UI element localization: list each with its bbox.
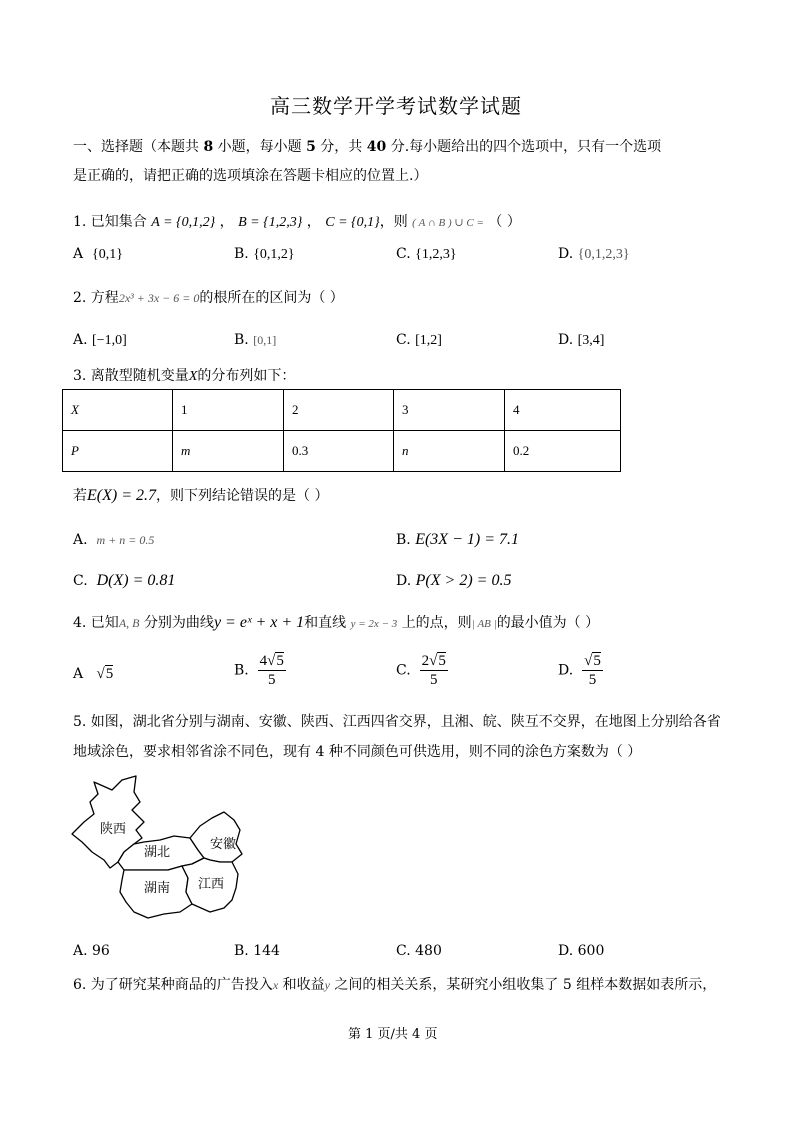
curve-equation: y = eˣ + x + 1 (213, 614, 305, 631)
option-label: A (73, 246, 84, 262)
denominator: 5 (429, 672, 438, 688)
stem-text: 的最小值为（ ） (496, 615, 600, 631)
stem-text: 2. 方程 (73, 290, 119, 306)
question-3-option-d (396, 571, 511, 591)
option-label: B. (396, 532, 411, 548)
question-1-stem (73, 212, 521, 233)
option-text: 480 (415, 943, 442, 959)
stem-text: 1. 已知集合 (73, 214, 147, 230)
table-row (63, 431, 621, 472)
stem-text: 的分布列如下： (197, 368, 296, 384)
sample-count: 5 (562, 977, 572, 993)
map-label-hunan: 湖南 (144, 881, 171, 896)
section-text: 分.每小题给出的四个选项中，只有一个选项 (386, 139, 662, 155)
stem-text: 6. 为了研究某种商品的广告投入 (73, 977, 273, 993)
fraction (420, 652, 448, 689)
table-cell: 2 (284, 390, 394, 431)
table-cell: 0.2 (505, 431, 621, 472)
option-text: {0,1} (92, 247, 123, 262)
table-cell: n (394, 431, 505, 472)
option-label: A. (73, 532, 88, 548)
separator: ， (219, 214, 234, 230)
stem-text: ，则下列结论错误的是（ ） (156, 488, 329, 504)
question-5-stem-line2 (73, 742, 641, 762)
section-text: 小题，每小题 (213, 139, 307, 155)
question-4-option-b (234, 652, 286, 689)
option-label: B. (234, 332, 249, 348)
stem-text: 组样本数据如表所示， (571, 977, 717, 993)
stem-text: 之间的相关关系，某研究小组收集了 (334, 977, 563, 993)
fraction (582, 652, 603, 689)
option-label: C. (396, 246, 411, 262)
option-text: [−1,0] (92, 333, 127, 348)
stem-text: 和直线 (304, 615, 347, 631)
question-3-option-b (396, 530, 519, 550)
question-4-option-a (73, 664, 113, 684)
stem-text: 分别为曲线 (143, 615, 214, 631)
stem-text: 的根所在的区间为（ ） (199, 290, 344, 306)
option-label: A. (73, 943, 88, 959)
set-expression: ( A ∩ B ) ∪ C = (412, 217, 484, 229)
question-5-option-b (234, 941, 280, 961)
points-per-question: 5 (306, 139, 316, 155)
stem-text: ，则 (379, 214, 408, 230)
section-text: 一、选择题（本题共 (73, 139, 204, 155)
option-label: C. (396, 943, 411, 959)
separator: ， (306, 214, 321, 230)
variable-x: x (272, 978, 279, 992)
map-label-hubei: 湖北 (144, 845, 171, 860)
option-text: [1,2] (415, 333, 442, 348)
option-text: 96 (92, 943, 110, 959)
table-cell: P (63, 431, 173, 472)
color-count: 4 (315, 744, 325, 760)
question-1-option-d (558, 244, 630, 265)
section-header-line1 (73, 137, 661, 157)
option-label: A (73, 666, 84, 682)
option-text: P(X > 2) = 0.5 (415, 572, 512, 589)
option-label: C. (396, 662, 411, 679)
option-text: E(3X − 1) = 7.1 (415, 531, 519, 548)
question-2-option-a (73, 330, 127, 351)
stem-text: 和收益 (282, 977, 325, 993)
question-count: 8 (203, 139, 214, 155)
option-text: {1,2,3} (415, 247, 457, 262)
numerator: 2√5 (421, 653, 446, 669)
option-label: B. (234, 943, 249, 959)
question-2-stem (73, 288, 344, 308)
table-cell: 0.3 (284, 431, 394, 472)
section-text: 分，共 (315, 139, 367, 155)
question-6-stem (73, 975, 716, 995)
stem-text: 种不同颜色可供选用，则不同的涂色方案数为（ ） (324, 744, 642, 760)
coefficient: 4 (259, 653, 268, 669)
question-1-option-c (396, 244, 457, 265)
set-a: A = {0,1,2} (151, 215, 216, 230)
question-2-option-d (558, 330, 604, 351)
question-1-option-a (73, 244, 123, 265)
option-text: [3,4] (577, 333, 605, 348)
option-label: D. (558, 662, 574, 679)
map-label-anhui: 安徽 (210, 837, 237, 852)
page-footer: 第 1 页/共 4 页 (348, 1027, 438, 1042)
option-label: B. (234, 246, 249, 262)
radicand: 5 (105, 666, 114, 682)
stem-text: 3. 离散型随机变量 (73, 368, 189, 384)
question-5-option-c (396, 941, 442, 961)
denominator: 5 (268, 672, 276, 688)
question-5-stem-line1: 5. 如图，湖北省分别与湖南、安徽、陕西、江西四省交界，且湘、皖、陕互不交界，在地图上分别给各省 (73, 714, 721, 730)
option-label: A. (73, 332, 88, 348)
question-3-option-a (73, 530, 154, 550)
question-3-option-c (73, 571, 175, 591)
question-1-option-b (234, 244, 295, 265)
answer-blank: （ ） (488, 214, 521, 230)
coefficient: 2 (421, 653, 430, 669)
option-text: m + n = 0.5 (96, 533, 155, 547)
option-text: 144 (253, 943, 280, 959)
question-2-option-c (396, 330, 442, 351)
stem-text: 上的点，则 (401, 615, 472, 631)
table-row (63, 390, 621, 431)
denominator: 5 (588, 672, 597, 688)
option-label: D. (558, 943, 574, 959)
option-label: C. (396, 332, 411, 348)
question-5-option-a (73, 941, 110, 961)
option-text: {0,1,2,3} (577, 247, 630, 262)
stem-text: 若 (73, 488, 87, 504)
random-variable: X (188, 369, 198, 384)
question-4-stem (73, 613, 599, 634)
province-map (64, 772, 254, 924)
option-label: B. (234, 662, 249, 679)
question-2-option-b (234, 330, 276, 350)
set-b: B = {1,2,3} (238, 215, 303, 230)
option-label: D. (558, 246, 574, 262)
total-points: 40 (366, 139, 387, 155)
question-5-option-d (558, 941, 604, 961)
expectation-condition: E(X) = 2.7 (87, 487, 156, 504)
question-4-option-c (396, 652, 448, 689)
question-3-condition (73, 486, 328, 506)
table-cell: m (173, 431, 284, 472)
radicand: 5 (276, 653, 284, 669)
stem-text: 4. 已知 (73, 615, 119, 631)
option-label: D. (558, 332, 574, 348)
table-cell: 1 (173, 390, 284, 431)
table-cell: X (63, 390, 173, 431)
radicand: 5 (438, 653, 446, 669)
stem-text: 地域涂色，要求相邻省涂不同色，现有 (73, 744, 316, 760)
fraction (258, 652, 286, 689)
option-label: D. (396, 573, 412, 589)
table-cell: 4 (505, 390, 621, 431)
option-label: C. (73, 573, 88, 589)
option-text: {0,1,2} (253, 247, 295, 262)
question-3-stem (73, 366, 295, 387)
distance-expression: | AB | (471, 618, 497, 630)
equation: 2x³ + 3x − 6 = 0 (118, 291, 200, 305)
numerator: 4√5 (259, 653, 284, 669)
option-text: 600 (577, 943, 605, 959)
page-title: 高三数学开学考试数学试题 (270, 94, 522, 118)
radicand: 5 (593, 653, 601, 669)
table-cell: 3 (394, 390, 505, 431)
option-text: [0,1] (253, 333, 277, 347)
map-label-shaanxi: 陕西 (100, 822, 127, 837)
points-ab: A, B (118, 616, 140, 630)
option-text: D(X) = 0.81 (96, 572, 176, 589)
section-header-line2: 是正确的，请把正确的选项填涂在答题卡相应的位置上.） (73, 168, 428, 184)
question-4-option-d (558, 652, 603, 689)
set-c: C = {0,1} (325, 215, 380, 230)
line-equation: y = 2x − 3 (350, 618, 398, 630)
distribution-table (62, 389, 621, 472)
map-label-jiangxi: 江西 (198, 877, 225, 892)
variable-y: y (324, 978, 330, 992)
numerator: √5 (584, 653, 601, 669)
option-radical: √5 (96, 666, 114, 682)
